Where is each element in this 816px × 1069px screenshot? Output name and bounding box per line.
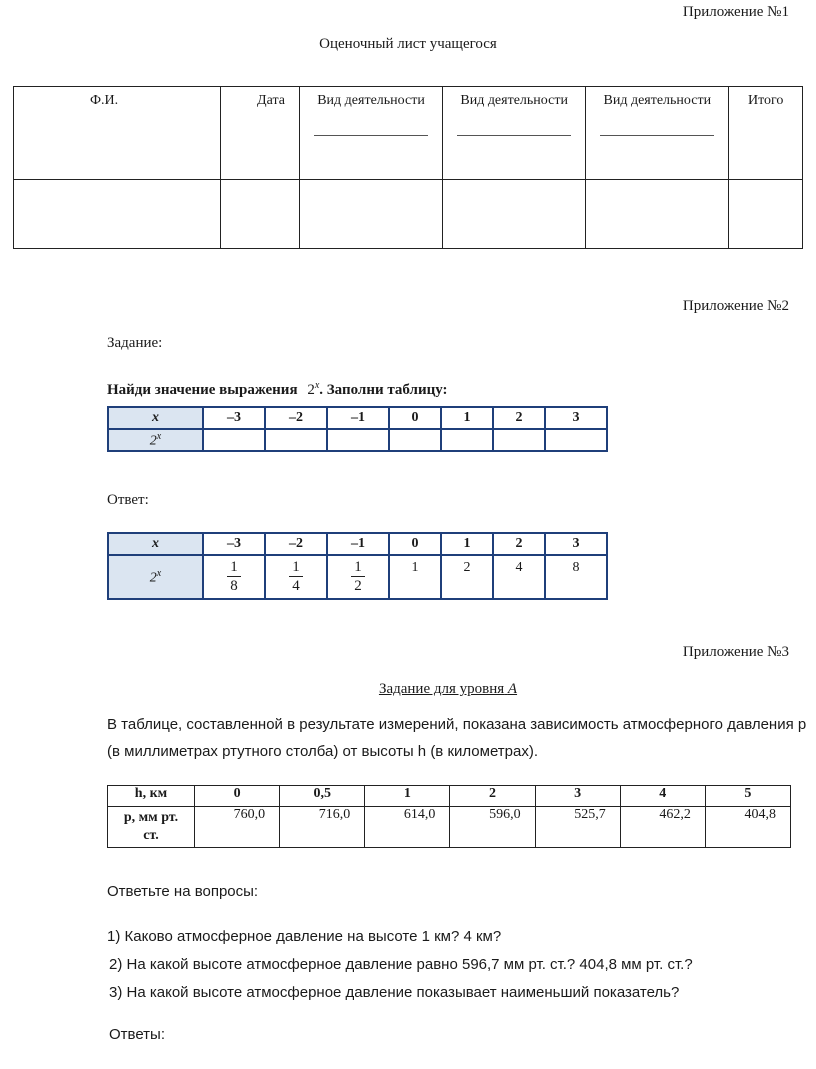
h-value: 1 (365, 786, 450, 807)
empty-cell (729, 180, 803, 249)
x-value: –3 (203, 407, 265, 429)
fraction: $\frac{1}{2}$ (351, 559, 365, 596)
x-value: 1 (441, 533, 493, 555)
appendix1-label: Приложение №1 (682, 4, 789, 20)
question-item: 1) Каково атмосферное давление на высоте 1 км? 4 км? (107, 928, 502, 945)
fraction-cell (327, 555, 389, 599)
x-value: –2 (265, 533, 327, 555)
appendix3-label: Приложение №3 (682, 644, 789, 660)
empty-cell (203, 429, 265, 451)
header-date: Дата (221, 87, 300, 180)
appendix2-label: Приложение №2 (682, 298, 789, 314)
header-activity-2: Вид деятельности (443, 87, 586, 180)
paragraph-line-2: (в миллиметрах ртутного столба) от высоты h (в километрах). (107, 743, 539, 760)
h-value: 3 (535, 786, 620, 807)
page-title: Оценочный лист учащегося (319, 36, 497, 52)
empty-cell (545, 429, 607, 451)
task-statement: Найди значение выражения 2$^x$. Заполни таблицу: (107, 380, 448, 398)
pressure-table (107, 785, 791, 848)
x-value: –3 (203, 533, 265, 555)
header-activity-1: Вид деятельности (299, 87, 442, 180)
h-value: 0,5 (280, 786, 365, 807)
x-value: 2 (493, 407, 545, 429)
p-value: 716,0 (280, 807, 365, 848)
x-value: 0 (389, 407, 441, 429)
task-title: Задание для уровня А (378, 681, 518, 697)
table-row (108, 429, 607, 451)
x-header: x (108, 407, 203, 429)
fraction-cell (265, 555, 327, 599)
empty-cell (389, 429, 441, 451)
header-total: Итого (729, 87, 803, 180)
empty-cell (265, 429, 327, 451)
table-row (108, 786, 791, 807)
p-value: 596,0 (450, 807, 535, 848)
empty-cell (586, 180, 729, 249)
table-row (108, 407, 607, 429)
fraction: $\frac{1}{8}$ (227, 559, 241, 596)
questions-label: Ответьте на вопросы: (107, 883, 259, 900)
h-value: 5 (705, 786, 790, 807)
table-row (108, 807, 791, 848)
blank-line (600, 135, 714, 136)
p-value: 404,8 (705, 807, 790, 848)
answer-value: 1 (389, 555, 441, 599)
x-value: 2 (493, 533, 545, 555)
h-value: 2 (450, 786, 535, 807)
p-header: р, мм рт. ст. (108, 807, 195, 848)
x-value: 0 (389, 533, 441, 555)
x-value: 3 (545, 407, 607, 429)
p-value: 462,2 (620, 807, 705, 848)
table-row (108, 533, 607, 555)
task-label: Задание: (107, 335, 163, 351)
empty-cell (443, 180, 586, 249)
x-value: 3 (545, 533, 607, 555)
task-table (107, 406, 608, 452)
empty-cell (14, 180, 221, 249)
blank-line (314, 135, 428, 136)
evaluation-sheet-table (13, 86, 803, 249)
empty-cell (221, 180, 300, 249)
h-value: 0 (195, 786, 280, 807)
answer-value: 4 (493, 555, 545, 599)
empty-cell (493, 429, 545, 451)
blank-line (457, 135, 571, 136)
fraction-cell (203, 555, 265, 599)
question-item: 3) На какой высоте атмосферное давление показывает наименьший показатель? (109, 984, 680, 1001)
answers-label: Ответы: (109, 1026, 166, 1043)
question-item: 2) На какой высоте атмосферное давление равно 596,7 мм рт. ст.? 404,8 мм рт. ст.? (109, 956, 693, 973)
answer-value: 2 (441, 555, 493, 599)
answer-label: Ответ: (107, 492, 149, 508)
expr-header: 2$^x$ (108, 555, 203, 599)
paragraph-line-1: В таблице, составленной в результате измерений, показана зависимость атмосферного давления р (107, 716, 807, 733)
empty-cell (327, 429, 389, 451)
x-value: –1 (327, 533, 389, 555)
x-value: 1 (441, 407, 493, 429)
answer-value: 8 (545, 555, 607, 599)
table-row (14, 180, 803, 249)
empty-cell (299, 180, 442, 249)
table-row (108, 555, 607, 599)
fraction: $\frac{1}{4}$ (289, 559, 303, 596)
p-value: 525,7 (535, 807, 620, 848)
empty-cell (441, 429, 493, 451)
answer-table (107, 532, 608, 600)
x-value: –2 (265, 407, 327, 429)
header-fio: Ф.И. (14, 87, 221, 180)
table-row (14, 87, 803, 180)
h-value: 4 (620, 786, 705, 807)
p-value: 614,0 (365, 807, 450, 848)
x-value: –1 (327, 407, 389, 429)
h-header: h, км (108, 786, 195, 807)
x-header: x (108, 533, 203, 555)
header-activity-3: Вид деятельности (586, 87, 729, 180)
p-value: 760,0 (195, 807, 280, 848)
expr-header: 2$^x$ (108, 429, 203, 451)
